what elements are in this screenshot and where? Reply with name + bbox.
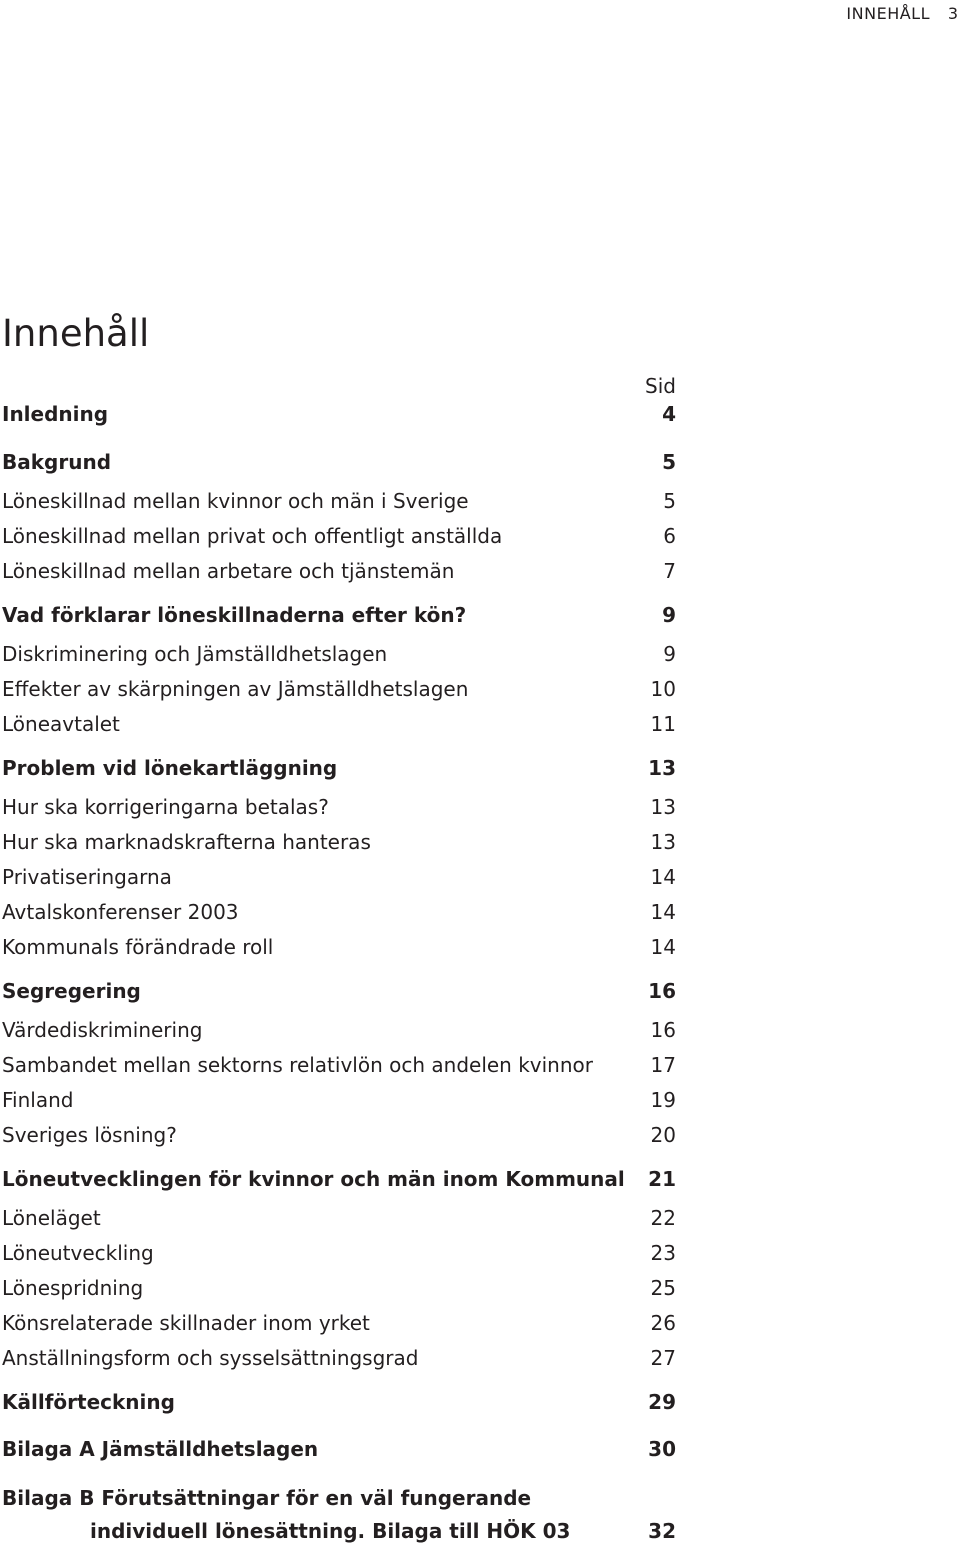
toc-entry-title: Segregering bbox=[2, 979, 141, 1003]
toc-entry bbox=[2, 793, 676, 821]
toc-entry-title: Problem vid lönekartläggning bbox=[2, 756, 338, 780]
toc-entry bbox=[2, 1165, 676, 1193]
toc-entry-page: 13 bbox=[650, 795, 676, 819]
toc-entry-page: 9 bbox=[663, 642, 676, 666]
toc-entry-page: 5 bbox=[663, 489, 676, 513]
toc-entry-page: 19 bbox=[650, 1088, 676, 1112]
page-header bbox=[0, 2, 960, 24]
toc-entry bbox=[2, 1016, 676, 1044]
toc-entry-page: 26 bbox=[650, 1311, 676, 1335]
running-title: INNEHÅLL bbox=[846, 4, 930, 23]
toc-entry bbox=[2, 640, 676, 668]
toc-entry-page: 14 bbox=[650, 900, 676, 924]
toc-entry-title: Anställningsform och sysselsättningsgrad bbox=[2, 1346, 419, 1370]
toc-entry-page: 27 bbox=[650, 1346, 676, 1370]
toc-entry-title: Bakgrund bbox=[2, 450, 112, 474]
toc-entry-page: 20 bbox=[650, 1123, 676, 1147]
toc-entry-page: 7 bbox=[663, 559, 676, 583]
toc-entry bbox=[2, 522, 676, 550]
toc-entry bbox=[2, 977, 676, 1005]
toc-entry-title: Inledning bbox=[2, 402, 109, 426]
toc-entry-page: 13 bbox=[648, 756, 676, 780]
toc-entry bbox=[2, 1435, 676, 1463]
toc-entry bbox=[2, 1086, 676, 1114]
toc-entry-title: Lönespridning bbox=[2, 1276, 144, 1300]
toc-entry-title: Löneskillnad mellan privat och offentligt anställda bbox=[2, 524, 503, 548]
toc-entry-page: 4 bbox=[662, 402, 676, 426]
toc-entry-page: 11 bbox=[650, 712, 676, 736]
toc-entry bbox=[2, 1344, 676, 1372]
toc-entry-title: Diskriminering och Jämställdhetslagen bbox=[2, 642, 388, 666]
toc-entry bbox=[2, 448, 676, 476]
page-column-label: Sid bbox=[645, 374, 676, 398]
toc-entry-title: Privatiseringarna bbox=[2, 865, 172, 889]
toc-entry-page: 30 bbox=[648, 1437, 676, 1461]
toc-entry bbox=[2, 710, 676, 738]
toc-entry bbox=[2, 1309, 676, 1337]
toc-entry-title: Bilaga B Förutsättningar för en väl fungerande bbox=[2, 1486, 532, 1510]
toc-entry-title: Löneutvecklingen för kvinnor och män inom Kommunal bbox=[2, 1167, 625, 1191]
toc-entry-title: Hur ska korrigeringarna betalas? bbox=[2, 795, 329, 819]
toc-entry-page: 32 bbox=[648, 1519, 676, 1543]
toc-entry bbox=[2, 933, 676, 961]
toc-entry bbox=[2, 487, 676, 515]
toc-entry-page: 6 bbox=[663, 524, 676, 548]
toc-entry-page: 22 bbox=[650, 1206, 676, 1230]
toc-entry-page: 23 bbox=[650, 1241, 676, 1265]
toc-entry-page: 14 bbox=[650, 865, 676, 889]
toc-entry-page: 10 bbox=[650, 677, 676, 701]
toc-entry-title: Kommunals förändrade roll bbox=[2, 935, 274, 959]
toc-title: Innehåll bbox=[2, 312, 150, 355]
page-number: 3 bbox=[947, 4, 958, 23]
toc-entry-title: Löneutveckling bbox=[2, 1241, 154, 1265]
toc-entry bbox=[2, 675, 676, 703]
toc-entry-page: 14 bbox=[650, 935, 676, 959]
toc-entry-title: Källförteckning bbox=[2, 1390, 175, 1414]
toc-entry-page: 21 bbox=[648, 1167, 676, 1191]
toc-entry-page: 16 bbox=[648, 979, 676, 1003]
toc-entry bbox=[2, 1051, 676, 1079]
toc-entry-title: Löneläget bbox=[2, 1206, 101, 1230]
toc-entry bbox=[2, 1274, 676, 1302]
toc-entry-page: 5 bbox=[662, 450, 676, 474]
toc-entry bbox=[2, 1517, 676, 1545]
toc-entry-title: Effekter av skärpningen av Jämställdhetslagen bbox=[2, 677, 469, 701]
toc-entry-title: Sveriges lösning? bbox=[2, 1123, 177, 1147]
toc-entry-page: 9 bbox=[662, 603, 676, 627]
toc-entry-title: Könsrelaterade skillnader inom yrket bbox=[2, 1311, 370, 1335]
toc-entry bbox=[2, 828, 676, 856]
toc-entry-title: Bilaga A Jämställdhetslagen bbox=[2, 1437, 319, 1461]
toc-entry bbox=[2, 1388, 676, 1416]
toc-entry bbox=[2, 754, 676, 782]
toc-entry-page: 25 bbox=[650, 1276, 676, 1300]
toc-entry-page: 17 bbox=[650, 1053, 676, 1077]
toc-entry-title: Avtalskonferenser 2003 bbox=[2, 900, 239, 924]
toc-entry-title: Sambandet mellan sektorns relativlön och andelen kvinnor bbox=[2, 1053, 593, 1077]
toc-entry bbox=[2, 400, 676, 428]
toc-entry-title: Löneskillnad mellan kvinnor och män i Sverige bbox=[2, 489, 469, 513]
toc-entry-title: individuell lönesättning. Bilaga till HÖK 03 bbox=[90, 1519, 571, 1543]
toc-entry-page: 13 bbox=[650, 830, 676, 854]
toc-entry-title: Löneavtalet bbox=[2, 712, 120, 736]
toc-entry-title: Värdediskriminering bbox=[2, 1018, 203, 1042]
toc-entry-title: Vad förklarar löneskillnaderna efter kön? bbox=[2, 603, 467, 627]
toc-entry bbox=[2, 1121, 676, 1149]
toc-entry bbox=[2, 898, 676, 926]
toc-entry-page: 29 bbox=[648, 1390, 676, 1414]
toc-entry-title: Löneskillnad mellan arbetare och tjänstemän bbox=[2, 559, 455, 583]
toc-entry bbox=[2, 1204, 676, 1232]
toc-entry bbox=[2, 601, 676, 629]
toc-entry bbox=[2, 557, 676, 585]
toc-entry bbox=[2, 863, 676, 891]
toc-entry-title: Hur ska marknadskrafterna hanteras bbox=[2, 830, 371, 854]
toc-entry bbox=[2, 1484, 676, 1512]
toc-entry-page: 16 bbox=[650, 1018, 676, 1042]
toc-entry bbox=[2, 1239, 676, 1267]
toc-entry-title: Finland bbox=[2, 1088, 74, 1112]
